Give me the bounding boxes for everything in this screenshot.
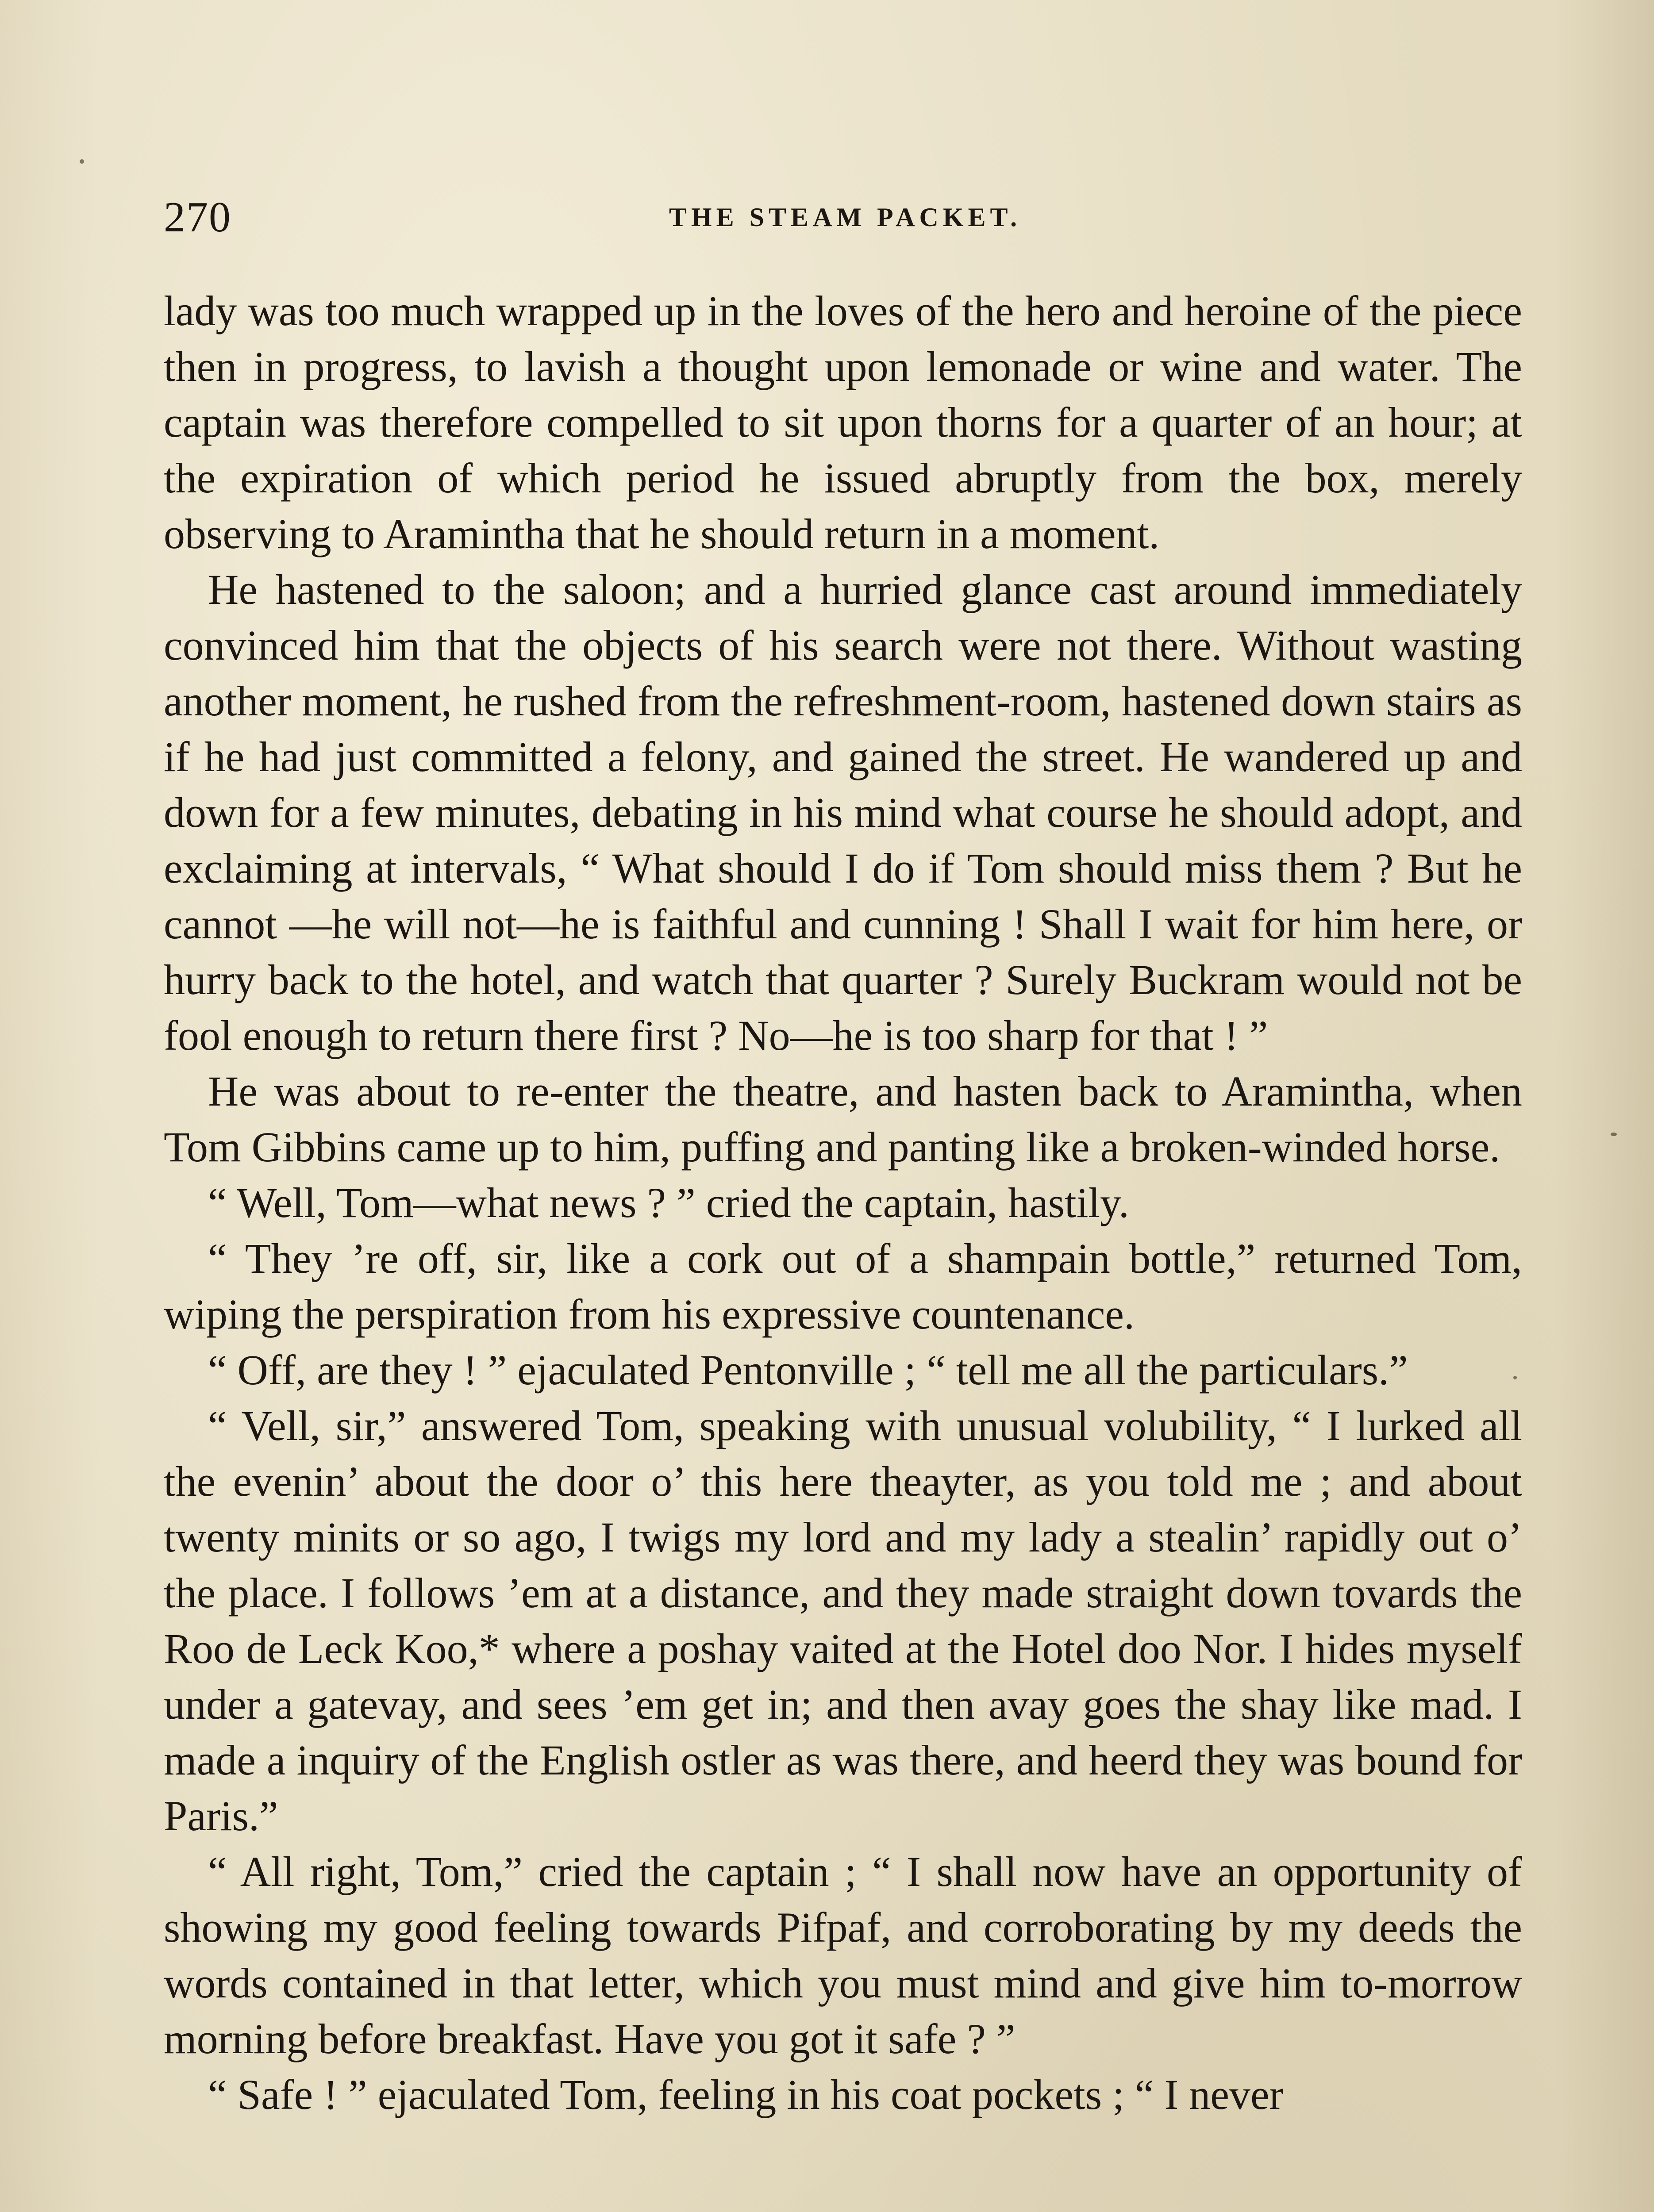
- paragraph: “ All right, Tom,” cried the captain ; “ I shall now have an opportunity of showing my good feeling towards Pifpaf, and corroborating by my deeds the words contained in that letter, which you must mind and give him to-morrow morning before breakfast. Have you got it safe ? ”: [164, 1848, 1522, 2062]
- paragraph: He was about to re-enter the theatre, and hasten back to Aramintha, when Tom Gibbins came up to him, puffing and panting like a broken-winded horse.: [164, 1068, 1522, 1171]
- running-head: [164, 188, 1527, 250]
- paragraph: “ Well, Tom—what news ? ” cried the captain, hastily.: [208, 1179, 1129, 1226]
- paragraph: “ Vell, sir,” answered Tom, speaking with unusual volubility, “ I lurked all the evenin’ about the door o’ this here theayter, as you told me ; and about twenty minits or so ago, I twigs my lord and my lady a stealin’ rapidly out o’ the place. I follows ’em at a distance, and they made straight down tovards the Roo de Leck Koo,* where a poshay vaited at the Hotel doo Nor. I hides myself under a gatevay, and sees ’em get in; and then avay goes the shay like mad. I made a inquiry of the English ostler as was there, and heerd they was bound for Paris.”: [164, 1402, 1522, 1839]
- paragraph: “ They ’re off, sir, like a cork out of a shampain bottle,” returned Tom, wiping the perspiration from his expressive countenance.: [164, 1235, 1522, 1338]
- paragraph: “ Safe ! ” ejaculated Tom, feeling in his coat pockets ; “ I never: [208, 2071, 1284, 2118]
- paragraph: “ Off, are they ! ” ejaculated Pentonville ; “ tell me all the particulars.”: [208, 1346, 1408, 1394]
- paper-speck: [1611, 1133, 1617, 1136]
- paper-speck: [1513, 1376, 1517, 1379]
- paper-speck: [80, 159, 84, 164]
- page-number: 270: [164, 193, 231, 241]
- running-title: THE STEAM PACKET.: [669, 203, 1022, 232]
- paragraph: He hastened to the saloon; and a hurried glance cast around immediately convinced him that the objects of his search were not there. Without wasting another moment, he rushed from the refreshment-room, hastened down stairs as if he had just committed a felony, and gained the street. He wandered up and down for a few minutes, debating in his mind what course he should adopt, and exclaiming at intervals, “ What should I do if Tom should miss them ? But he cannot —he will not—he is faithful and cunning ! Shall I wait for him here, or hurry back to the hotel, and watch that quarter ? Surely Buckram would not be fool enough to return there first ? No—he is too sharp for that ! ”: [164, 566, 1522, 1059]
- paragraph: lady was too much wrapped up in the loves of the hero and heroine of the piece then in progress, to lavish a thought upon lemonade or wine and water. The captain was therefore compelled to sit upon thorns for a quarter of an hour; at the expiration of which period he issued abruptly from the box, merely observing to Aramintha that he should return in a moment.: [164, 287, 1522, 557]
- body-text: [164, 283, 1522, 2123]
